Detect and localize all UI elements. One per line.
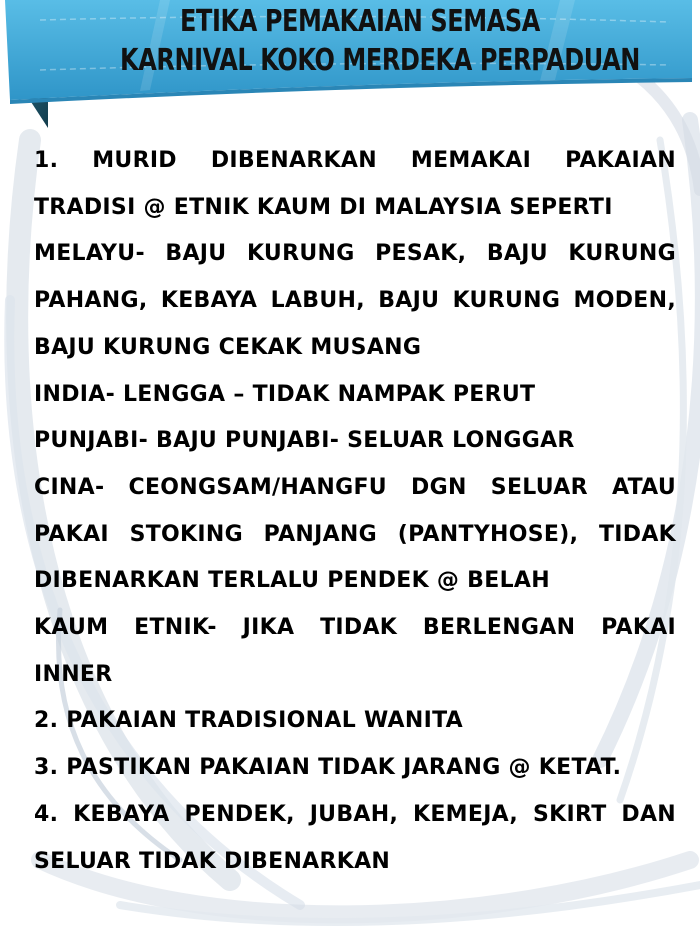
text-line: DIBENARKAN TERLALU PENDEK @ BELAH <box>34 568 550 594</box>
text-line: 1. MURID DIBENARKAN MEMAKAI PAKAIAN <box>34 148 676 173</box>
text-line: PUNJABI- BAJU PUNJABI- SELUAR LONGGAR <box>34 428 575 454</box>
title-line-1: ETIKA PEMAKAIAN SEMASA <box>180 4 540 39</box>
text-line: 2. PAKAIAN TRADISIONAL WANITA <box>34 708 464 734</box>
text-line: INDIA- LENGGA – TIDAK NAMPAK PERUT <box>34 381 536 407</box>
title-line-2: KARNIVAL KOKO MERDEKA PERPADUAN <box>120 43 640 78</box>
text-line: MELAYU- BAJU KURUNG PESAK, BAJU KURUNG <box>34 241 676 267</box>
rules-text <box>34 138 676 885</box>
text-line: PAKAI STOKING PANJANG (PANTYHOSE), TIDAK <box>34 521 676 547</box>
page-title <box>120 2 640 80</box>
text-line: PAHANG, KEBAYA LABUH, BAJU KURUNG MODEN, <box>34 288 676 314</box>
text-line: SELUAR TIDAK DIBENARKAN <box>34 848 391 874</box>
text-line: TRADISI @ ETNIK KAUM DI MALAYSIA SEPERTI <box>34 194 613 220</box>
text-line: INNER <box>34 661 113 687</box>
text-line: 3. PASTIKAN PAKAIAN TIDAK JARANG @ KETAT. <box>34 755 622 781</box>
text-line: KAUM ETNIK- JIKA TIDAK BERLENGAN PAKAI <box>34 615 676 641</box>
text-line: 4. KEBAYA PENDEK, JUBAH, KEMEJA, SKIRT DAN <box>34 801 676 827</box>
text-line: CINA- CEONGSAM/HANGFU DGN SELUAR ATAU <box>34 474 676 500</box>
text-line: BAJU KURUNG CEKAK MUSANG <box>34 334 422 360</box>
